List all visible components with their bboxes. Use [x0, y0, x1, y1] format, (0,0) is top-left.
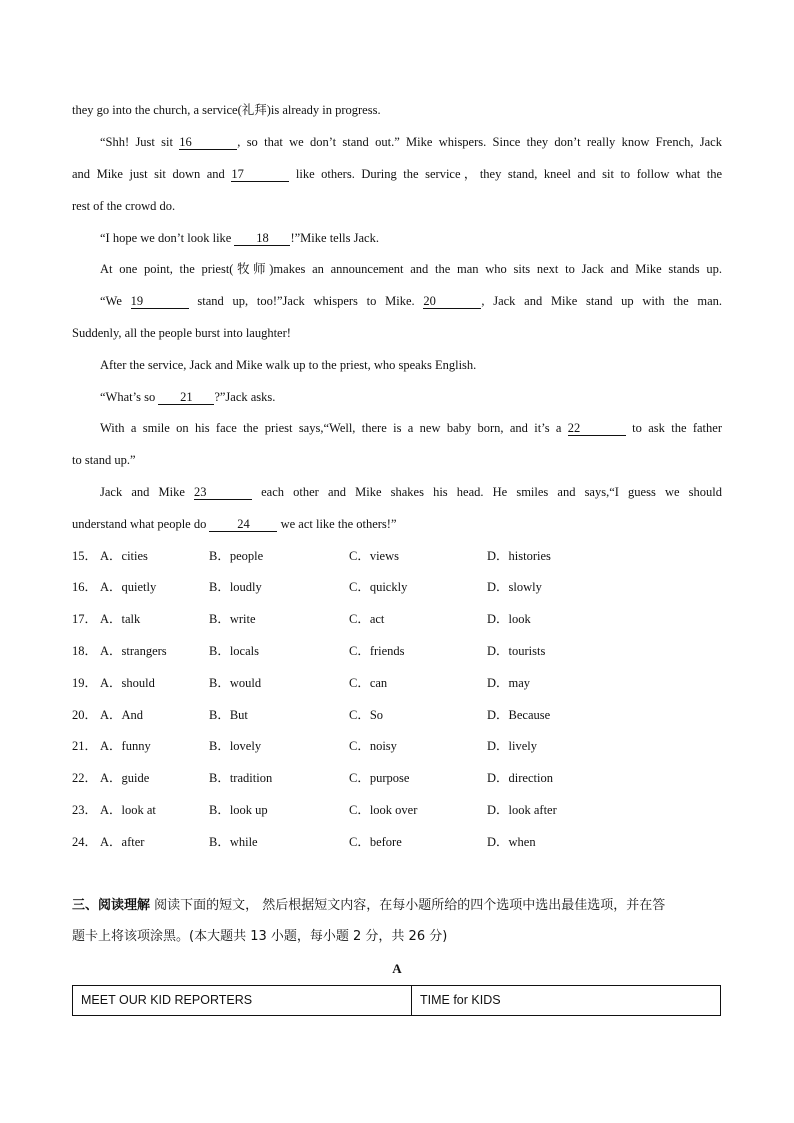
question-17: [72, 611, 632, 627]
blank-18[interactable]: 18: [234, 231, 290, 246]
passage-line: “We 19 stand up, too!”Jack whispers to Mike. 20 , Jack and Mike stand up with the man.: [100, 294, 723, 308]
option-b[interactable]: B．loudly: [209, 580, 262, 594]
question-number: 21．: [72, 739, 98, 753]
option-d[interactable]: D．may: [487, 676, 531, 690]
option-b[interactable]: B．while: [209, 835, 258, 849]
option-a[interactable]: A．guide: [100, 771, 150, 785]
passage-line: they go into the church, a service(礼拜)is already in progress.: [72, 103, 381, 117]
question-21: [72, 738, 632, 754]
option-d[interactable]: D．when: [487, 835, 536, 849]
passage-line: rest of the crowd do.: [72, 199, 176, 213]
table-cell-left: MEET OUR KID REPORTERS: [73, 986, 412, 1015]
option-d[interactable]: D．direction: [487, 771, 553, 785]
question-19: [72, 675, 632, 691]
blank-21[interactable]: 21: [158, 390, 214, 405]
blank-24[interactable]: 24: [209, 517, 277, 532]
blank-16[interactable]: 16: [179, 135, 237, 150]
section-title: 三、阅读理解: [72, 898, 151, 913]
option-a[interactable]: A．funny: [100, 739, 151, 753]
question-number: 22．: [72, 771, 98, 785]
passage-line: Jack and Mike 23 each other and Mike shakes his head. He smiles and says,“I guess we should: [100, 485, 722, 499]
blank-22[interactable]: 22: [568, 421, 626, 436]
option-c[interactable]: C．act: [349, 612, 385, 626]
question-number: 15．: [72, 549, 98, 563]
option-d[interactable]: D．lively: [487, 739, 537, 753]
option-a[interactable]: A．quietly: [100, 580, 157, 594]
option-d[interactable]: D．look after: [487, 803, 557, 817]
section-instruction-line: [72, 929, 722, 945]
passage-line: to stand up.”: [72, 453, 136, 467]
option-b[interactable]: B．people: [209, 549, 264, 563]
question-number: 19．: [72, 676, 98, 690]
option-b[interactable]: B．locals: [209, 644, 259, 658]
passage-line: “I hope we don’t look like 18 !”Mike tells Jack.: [100, 231, 379, 245]
passage-line: and Mike just sit down and 17 like others. During the service，they stand, kneel and sit to follow what the: [72, 167, 722, 181]
option-c[interactable]: C．can: [349, 676, 388, 690]
option-c[interactable]: C．So: [349, 708, 384, 722]
question-number: 20．: [72, 708, 98, 722]
option-b[interactable]: B．would: [209, 676, 262, 690]
option-b[interactable]: B．write: [209, 612, 256, 626]
blank-20[interactable]: 20: [423, 294, 481, 309]
question-15: [72, 548, 632, 564]
question-number: 24．: [72, 835, 98, 849]
option-c[interactable]: C．views: [349, 549, 400, 563]
option-a[interactable]: A．And: [100, 708, 144, 722]
question-number: 18．: [72, 644, 98, 658]
passage-line: At one point, the priest(牧师)makes an announcement and the man who sits next to Jack and Mike stands up.: [100, 262, 722, 276]
question-16: [72, 579, 632, 595]
option-d[interactable]: D．Because: [487, 708, 551, 722]
option-a[interactable]: A．cities: [100, 549, 148, 563]
section-heading: [72, 898, 722, 914]
passage-line: “What’s so 21 ?”Jack asks.: [100, 390, 276, 404]
question-23: [72, 802, 632, 818]
option-d[interactable]: D．tourists: [487, 644, 546, 658]
option-c[interactable]: C．noisy: [349, 739, 397, 753]
option-a[interactable]: A．strangers: [100, 644, 167, 658]
passage-line: understand what people do 24 we act like the others!”: [72, 517, 397, 531]
option-c[interactable]: C．purpose: [349, 771, 410, 785]
passage-line: With a smile on his face the priest says,“Well, there is a new baby born, and it’s a 22 to ask the father: [100, 421, 722, 435]
question-number: 16．: [72, 580, 98, 594]
option-b[interactable]: B．look up: [209, 803, 268, 817]
option-c[interactable]: C．friends: [349, 644, 405, 658]
question-number: 23．: [72, 803, 98, 817]
option-d[interactable]: D．look: [487, 612, 531, 626]
question-number: 17．: [72, 612, 98, 626]
section-instruction: 阅读下面的短文， 然后根据短文内容，在每小题所给的四个选项中选出最佳选项，并在答: [150, 898, 666, 913]
section-instruction: 题卡上将该项涂黑。(本大题共 13 小题，每小题 2 分，共 26 分): [72, 929, 448, 944]
reading-table: [72, 985, 721, 1016]
table-cell-right: TIME for KIDS: [420, 993, 501, 1007]
option-a[interactable]: A．should: [100, 676, 155, 690]
passage-line: Suddenly, all the people burst into laughter!: [72, 326, 291, 340]
question-24: [72, 834, 632, 850]
blank-17[interactable]: 17: [231, 167, 289, 182]
option-a[interactable]: A．talk: [100, 612, 141, 626]
part-label: A: [392, 961, 402, 976]
option-d[interactable]: D．histories: [487, 549, 551, 563]
question-20: [72, 707, 632, 723]
option-b[interactable]: B．lovely: [209, 739, 262, 753]
option-b[interactable]: B．But: [209, 708, 248, 722]
question-18: [72, 643, 632, 659]
blank-19[interactable]: 19: [131, 294, 189, 309]
passage-line: After the service, Jack and Mike walk up to the priest, who speaks English.: [100, 358, 477, 372]
option-b[interactable]: B．tradition: [209, 771, 273, 785]
option-a[interactable]: A．after: [100, 835, 145, 849]
option-c[interactable]: C．before: [349, 835, 402, 849]
option-c[interactable]: C．look over: [349, 803, 418, 817]
passage-line: “Shh! Just sit 16 , so that we don’t stand out.” Mike whispers. Since they don’t really know French, Jack: [100, 135, 722, 149]
question-22: [72, 770, 632, 786]
option-d[interactable]: D．slowly: [487, 580, 542, 594]
option-a[interactable]: A．look at: [100, 803, 156, 817]
blank-23[interactable]: 23: [194, 485, 252, 500]
option-c[interactable]: C．quickly: [349, 580, 408, 594]
